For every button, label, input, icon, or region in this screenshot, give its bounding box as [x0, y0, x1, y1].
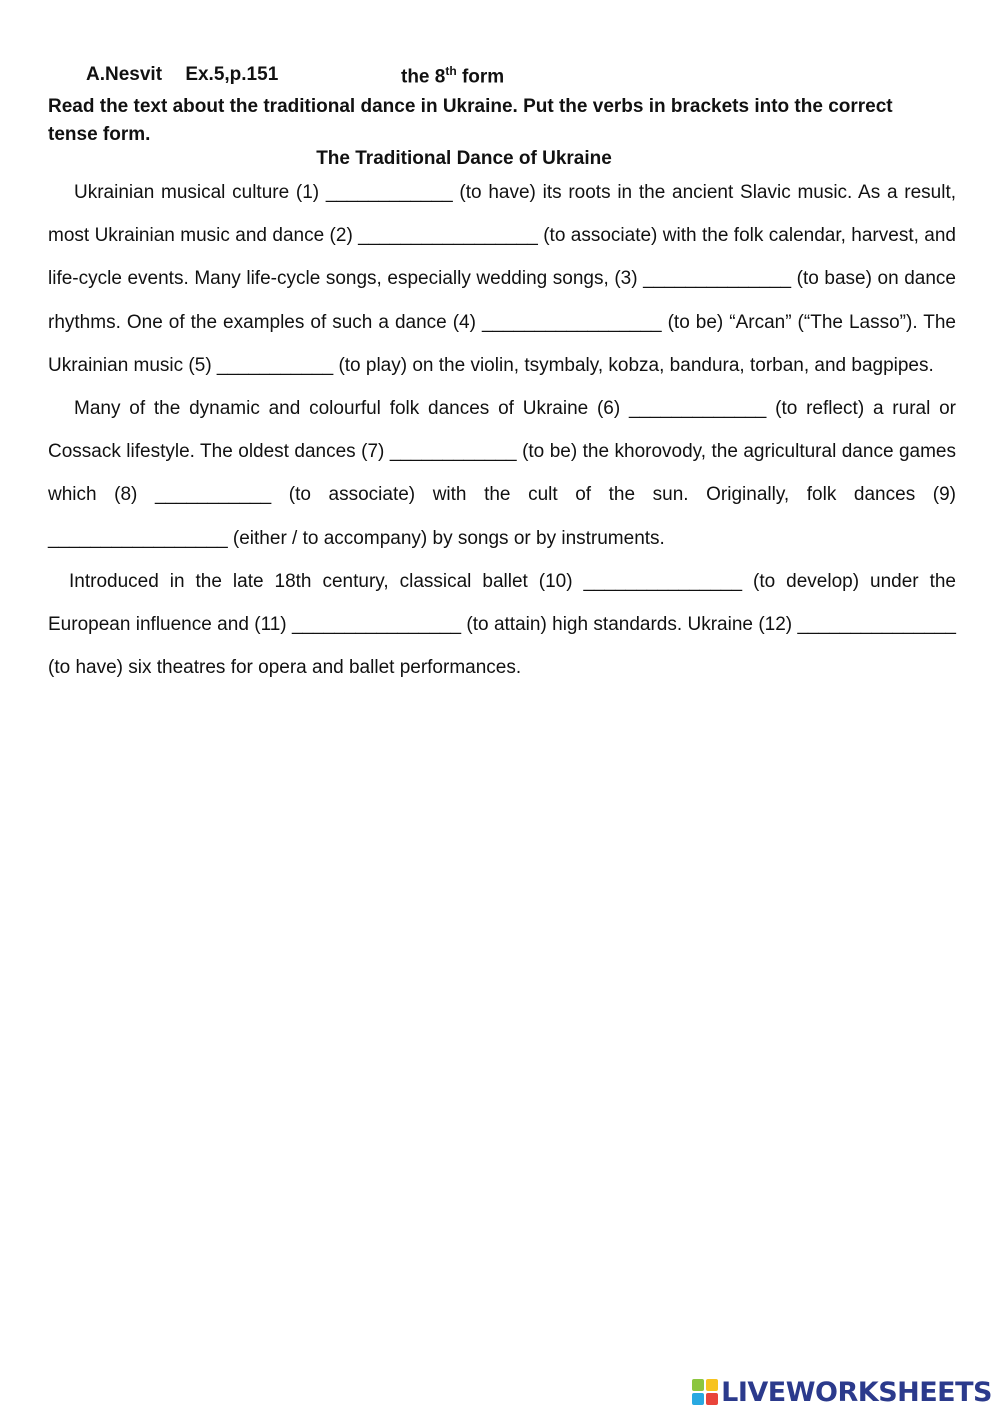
liveworksheets-watermark [692, 1375, 992, 1409]
liveworksheets-wordmark: LIVEWORKSHEETS [721, 1376, 992, 1408]
author-name: A.Nesvit [86, 64, 163, 85]
reading-text [48, 171, 956, 689]
liveworksheets-logo-icon [692, 1379, 718, 1405]
logo-tile-green [692, 1379, 704, 1391]
grade-label [401, 64, 504, 88]
logo-tile-yellow [706, 1379, 718, 1391]
logo-tile-blue [692, 1393, 704, 1405]
paragraph-3: Introduced in the late 18th century, classical ballet (10) _______________ (to develop) under the European influence and (11) ________________ (to attain) high standards. Ukraine (12) _______________ (to have) six theatres for opera and ballet performances. [48, 570, 956, 679]
exercise-reference: Ex.5,p.151 [185, 64, 279, 85]
task-instructions: Read the text about the traditional dance in Ukraine. Put the verbs in brackets into the correct tense form. [48, 96, 893, 145]
paragraph-1: Ukrainian musical culture (1) ____________ (to have) its roots in the ancient Slavic music. As a result, most Ukrainian music and dance (2) _________________ (to associate) with the folk calendar, harvest, and life-cycle events. Many life-cycle songs, especially wedding songs, (3) ______________ (to base) on dance rhythms. One of the examples of such a dance (4) _________________ (to be) “Arcan” (“The Lasso”). The Ukrainian music (5) ___________ (to play) on the violin, tsymbaly, kobza, bandura, torban, and bagpipes. [48, 182, 956, 376]
grade-prefix: the 8 [401, 66, 446, 88]
worksheet-header [86, 64, 505, 88]
paragraph-2: Many of the dynamic and colourful folk dances of Ukraine (6) _____________ (to reflect) a rural or Cossack lifestyle. The oldest dances (7) ____________ (to be) the khorovody, the agricultural dance games which (8) ___________ (to associate) with the cult of the sun. Originally, folk dances (9) _________________ (either / to accompany) by songs or by instruments. [48, 398, 956, 549]
text-title: The Traditional Dance of Ukraine [316, 148, 612, 169]
grade-ordinal-suffix: th [445, 64, 457, 78]
grade-suffix: form [456, 66, 505, 88]
logo-tile-red [706, 1393, 718, 1405]
